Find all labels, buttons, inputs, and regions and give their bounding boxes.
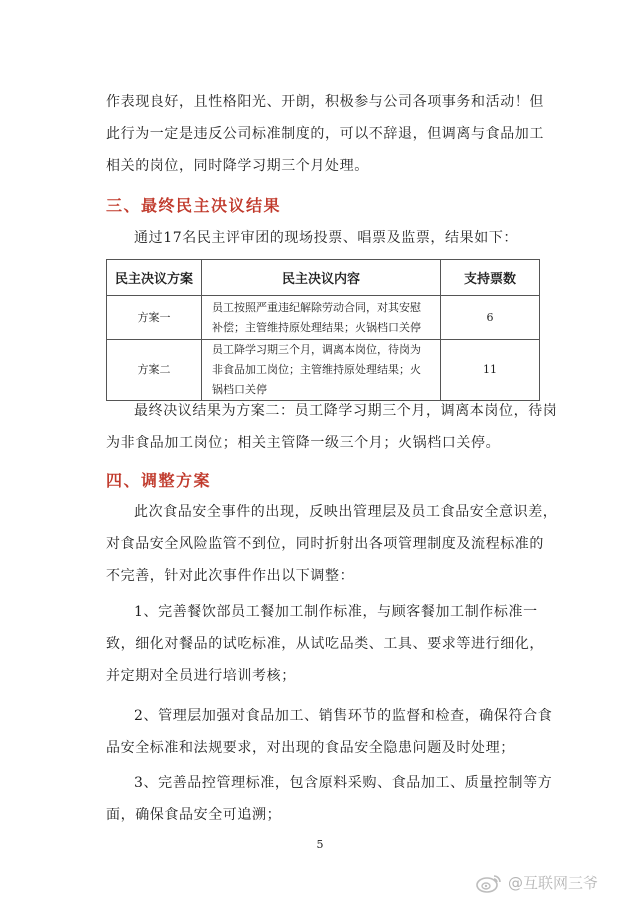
page-number: 5 <box>316 838 324 851</box>
adjustment-item-3: 3、完善品控管理标准，包含原料采购、食品加工、质量控制等方面，确保食品安全可追溯； <box>106 775 553 823</box>
table-header-content: 民主决议内容 <box>202 260 441 296</box>
table-header-votes: 支持票数 <box>441 260 540 296</box>
weibo-logo-icon <box>476 873 502 893</box>
table-cell-plan: 方案一 <box>107 296 202 340</box>
section3-lead: 通过17名民主评审团的现场投票、唱票及监票，结果如下： <box>134 230 519 246</box>
adjustment-item-1: 1、完善餐饮部员工餐加工制作标准，与顾客餐加工制作标准一致，细化对餐品的试吃标准，从试吃品类、工具、要求等进行细化，并定期对全员进行培训考核； <box>106 604 544 684</box>
table-header-plan: 民主决议方案 <box>107 260 202 296</box>
intro-paragraph: 作表现良好，且性格阳光、开朗，积极参与公司各项事务和活动！但此行为一定是违反公司标准制度的，可以不辞退，但调离与食品加工相关的岗位，同时降学习期三个月处理。 <box>106 94 544 174</box>
section-heading-4: 四、调整方案 <box>106 471 212 490</box>
decision-table <box>106 259 540 401</box>
table-cell-votes: 6 <box>441 296 540 340</box>
table-cell-content: 员工降学习期三个月，调离本岗位，待岗为非食品加工岗位；主管维持原处理结果；火锅档口关停 <box>202 340 441 401</box>
section3-result: 最终决议结果为方案二：员工降学习期三个月，调离本岗位，待岗为非食品加工岗位；相关主管降一级三个月；火锅档口关停。 <box>106 403 558 451</box>
watermark <box>476 872 598 893</box>
section-heading-3: 三、最终民主决议结果 <box>106 196 282 215</box>
table-row <box>107 340 540 401</box>
table-cell-votes: 11 <box>441 340 540 401</box>
table-cell-plan: 方案二 <box>107 340 202 401</box>
section4-lead: 此次食品安全事件的出现，反映出管理层及员工食品安全意识差，对食品安全风险监管不到位，同时折射出各项管理制度及流程标准的不完善，针对此次事件作出以下调整： <box>106 504 558 584</box>
table-header-row <box>107 260 540 296</box>
watermark-text: @互联网三爷 <box>507 874 598 892</box>
table-cell-content: 员工按照严重违纪解除劳动合同，对其安慰补偿；主管维持原处理结果；火锅档口关停 <box>202 296 441 340</box>
table-row <box>107 296 540 340</box>
adjustment-item-2: 2、管理层加强对食品加工、销售环节的监督和检查，确保符合食品安全标准和法规要求，对出现的食品安全隐患问题及时处理； <box>106 708 553 756</box>
